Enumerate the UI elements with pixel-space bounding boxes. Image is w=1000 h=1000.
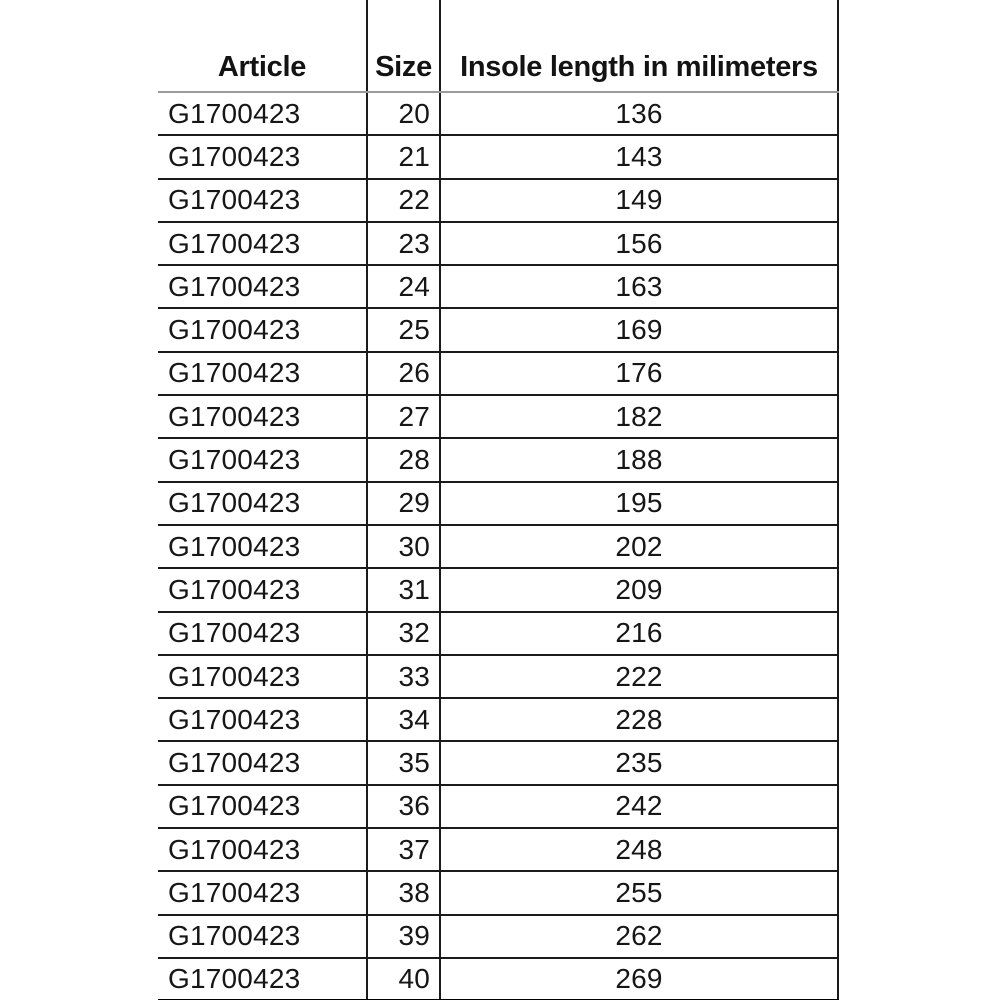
cell-size: 38 [367, 871, 440, 914]
cell-size: 33 [367, 655, 440, 698]
cell-insole-length: 188 [440, 438, 838, 481]
cell-article: G1700423 [158, 785, 367, 828]
cell-insole-length: 209 [440, 568, 838, 611]
cell-insole-length: 143 [440, 135, 838, 178]
cell-insole-length: 269 [440, 958, 838, 1000]
cell-insole-length: 156 [440, 222, 838, 265]
cell-insole-length: 163 [440, 265, 838, 308]
table-row [158, 655, 838, 698]
column-header-insole-length: Insole length in milimeters [440, 0, 838, 92]
cell-article: G1700423 [158, 741, 367, 784]
cell-article: G1700423 [158, 352, 367, 395]
cell-size: 36 [367, 785, 440, 828]
cell-insole-length: 228 [440, 698, 838, 741]
table-row [158, 482, 838, 525]
cell-article: G1700423 [158, 308, 367, 351]
cell-size: 32 [367, 612, 440, 655]
header-row [158, 0, 838, 92]
cell-insole-length: 182 [440, 395, 838, 438]
cell-article: G1700423 [158, 915, 367, 958]
cell-insole-length: 216 [440, 612, 838, 655]
cell-article: G1700423 [158, 482, 367, 525]
cell-size: 29 [367, 482, 440, 525]
cell-article: G1700423 [158, 612, 367, 655]
cell-insole-length: 169 [440, 308, 838, 351]
table-row [158, 525, 838, 568]
table-body [158, 92, 838, 1000]
cell-article: G1700423 [158, 135, 367, 178]
column-header-size: Size [367, 0, 440, 92]
cell-insole-length: 242 [440, 785, 838, 828]
cell-article: G1700423 [158, 568, 367, 611]
cell-size: 21 [367, 135, 440, 178]
table-row [158, 871, 838, 914]
cell-insole-length: 235 [440, 741, 838, 784]
cell-size: 39 [367, 915, 440, 958]
cell-article: G1700423 [158, 92, 367, 135]
table-row [158, 179, 838, 222]
cell-size: 26 [367, 352, 440, 395]
cell-article: G1700423 [158, 438, 367, 481]
cell-size: 31 [367, 568, 440, 611]
table-row [158, 698, 838, 741]
cell-insole-length: 262 [440, 915, 838, 958]
cell-article: G1700423 [158, 655, 367, 698]
table-row [158, 612, 838, 655]
cell-article: G1700423 [158, 958, 367, 1000]
cell-size: 24 [367, 265, 440, 308]
cell-insole-length: 149 [440, 179, 838, 222]
cell-article: G1700423 [158, 525, 367, 568]
cell-size: 28 [367, 438, 440, 481]
cell-size: 25 [367, 308, 440, 351]
table-row [158, 785, 838, 828]
cell-article: G1700423 [158, 698, 367, 741]
cell-insole-length: 136 [440, 92, 838, 135]
table-row [158, 568, 838, 611]
table-row [158, 958, 838, 1000]
table-row [158, 741, 838, 784]
cell-article: G1700423 [158, 871, 367, 914]
cell-size: 40 [367, 958, 440, 1000]
cell-size: 23 [367, 222, 440, 265]
cell-size: 30 [367, 525, 440, 568]
cell-insole-length: 248 [440, 828, 838, 871]
cell-size: 20 [367, 92, 440, 135]
cell-article: G1700423 [158, 265, 367, 308]
cell-article: G1700423 [158, 828, 367, 871]
size-chart-table [158, 0, 839, 1000]
table-row [158, 222, 838, 265]
table-row [158, 395, 838, 438]
cell-size: 34 [367, 698, 440, 741]
table-row [158, 135, 838, 178]
table-row [158, 265, 838, 308]
table-row [158, 438, 838, 481]
column-header-article: Article [158, 0, 367, 92]
table-row [158, 352, 838, 395]
table-row [158, 308, 838, 351]
cell-size: 37 [367, 828, 440, 871]
table-header [158, 0, 838, 92]
table-row [158, 92, 838, 135]
cell-article: G1700423 [158, 395, 367, 438]
cell-size: 22 [367, 179, 440, 222]
cell-article: G1700423 [158, 222, 367, 265]
cell-article: G1700423 [158, 179, 367, 222]
table-row [158, 915, 838, 958]
cell-insole-length: 222 [440, 655, 838, 698]
cell-insole-length: 176 [440, 352, 838, 395]
cell-size: 35 [367, 741, 440, 784]
cell-insole-length: 202 [440, 525, 838, 568]
cell-insole-length: 195 [440, 482, 838, 525]
table-row [158, 828, 838, 871]
cell-size: 27 [367, 395, 440, 438]
cell-insole-length: 255 [440, 871, 838, 914]
